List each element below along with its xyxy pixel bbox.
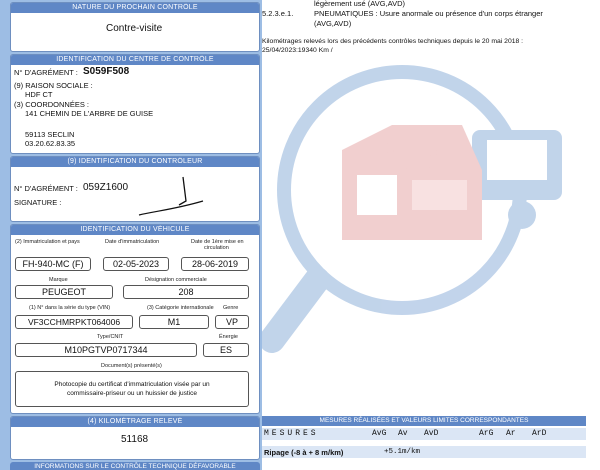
unfavorable-info-header: INFORMATIONS SUR LE CONTRÔLE TECHNIQUE DÉFAVORABLE <box>10 462 260 470</box>
col-ar: Ar <box>506 429 516 438</box>
defect-line0: légèrement usé (AVG,AVD) <box>314 0 406 8</box>
km-history-line2: 25/04/2023:19340 Km / <box>262 47 333 54</box>
col-ard: ArD <box>532 429 547 438</box>
center-raison-label: (9) RAISON SOCIALE : <box>14 81 93 90</box>
vin-label: (1) N° dans la série du type (VIN) <box>29 305 111 311</box>
measures-title: MESURES <box>264 429 319 438</box>
next-inspection-header: NATURE DU PROCHAIN CONTRÔLE <box>11 3 259 13</box>
genre-value: VP <box>215 315 249 329</box>
inspection-watermark-icon <box>262 40 600 420</box>
designation-value: 208 <box>123 285 249 299</box>
mileage-header: (4) KILOMÉTRAGE RELEVÉ <box>11 417 259 427</box>
vehicle-header: IDENTIFICATION DU VÉHICULE <box>11 225 259 235</box>
controller-signature-label: SIGNATURE : <box>14 198 62 207</box>
documents-line1: Photocopie du certificat d'immatriculation visée par un <box>54 381 210 388</box>
energie-value: ES <box>203 343 249 357</box>
date-mise-value: 28-06-2019 <box>181 257 249 271</box>
date-mise-label2: circulation <box>204 245 229 251</box>
date-immat-value: 02-05-2023 <box>103 257 169 271</box>
type-label: Type/CNIT <box>97 334 124 340</box>
next-inspection-panel <box>10 2 260 52</box>
measures-header: MESURES RÉALISÉES ET VALEURS LIMITES CORRESPONDANTES <box>262 416 586 426</box>
col-av: Av <box>398 429 408 438</box>
marque-label: Marque <box>49 277 68 283</box>
type-value: M10PGTVP0717344 <box>15 343 197 357</box>
center-header: IDENTIFICATION DU CENTRE DE CONTRÔLE <box>11 55 259 65</box>
defect-line2: (AVG,AVD) <box>314 19 352 28</box>
controller-header: (9) IDENTIFICATION DU CONTRÔLEUR <box>11 157 259 167</box>
controller-panel <box>10 156 260 222</box>
documents-box <box>15 371 249 407</box>
defect-code: 5.2.3.e.1. <box>262 9 294 18</box>
col-avg: AvG <box>372 429 387 438</box>
center-address2: 59113 SECLIN <box>25 130 75 139</box>
energie-label: Énergie <box>219 334 238 340</box>
col-arg: ArG <box>479 429 494 438</box>
immat-value: FH-940-MC (F) <box>15 257 91 271</box>
date-immat-label: Date d'immatriculation <box>105 239 160 245</box>
measures-columns-row <box>262 428 586 440</box>
vin-value: VF3CCHMRPKT064006 <box>15 315 133 329</box>
ripage-row <box>262 446 586 458</box>
genre-label: Genre <box>223 305 239 311</box>
center-raison-value: HDF CT <box>25 90 53 99</box>
controller-agrement-label: N° D'AGRÉMENT : <box>14 184 78 193</box>
mileage-value: 51168 <box>121 434 149 445</box>
designation-label: Désignation commerciale <box>145 277 207 283</box>
center-address1: 141 CHEMIN DE L'ARBRE DE GUISE <box>25 109 154 118</box>
center-agrement-value: S059F508 <box>83 66 130 77</box>
center-phone: 03.20.62.83.35 <box>25 139 76 148</box>
documents-label: Document(s) présenté(s) <box>101 363 162 369</box>
center-coord-label: (3) COORDONNÉES : <box>14 100 90 109</box>
vehicle-panel <box>10 224 260 414</box>
ripage-value: +5.1m/km <box>384 448 421 456</box>
ripage-label: Ripage (-8 à + 8 m/km) <box>264 448 344 457</box>
center-agrement-label: N° D'AGRÉMENT : <box>14 68 78 77</box>
date-mise-label1: Date de 1ère mise en <box>191 239 244 245</box>
immat-label: (2) Immatriculation et pays <box>15 239 80 245</box>
km-history-line1: Kilométrages relevés lors des précédents contrôles techniques depuis le 20 mai 2018 : <box>262 38 524 45</box>
mileage-panel <box>10 416 260 460</box>
categorie-label: (3) Catégorie internationale <box>147 305 214 311</box>
center-panel <box>10 54 260 154</box>
controller-agrement-value: 059Z1600 <box>83 182 129 193</box>
documents-line2: commissaire-priseur ou un huissier de justice <box>66 390 198 397</box>
next-inspection-value: Contre-visite <box>106 23 163 34</box>
marque-value: PEUGEOT <box>15 285 113 299</box>
signature-icon <box>131 171 211 221</box>
col-avd: AvD <box>424 429 439 438</box>
categorie-value: M1 <box>139 315 209 329</box>
defect-line1: PNEUMATIQUES : Usure anormale ou présence d'un corps étranger <box>314 9 543 18</box>
